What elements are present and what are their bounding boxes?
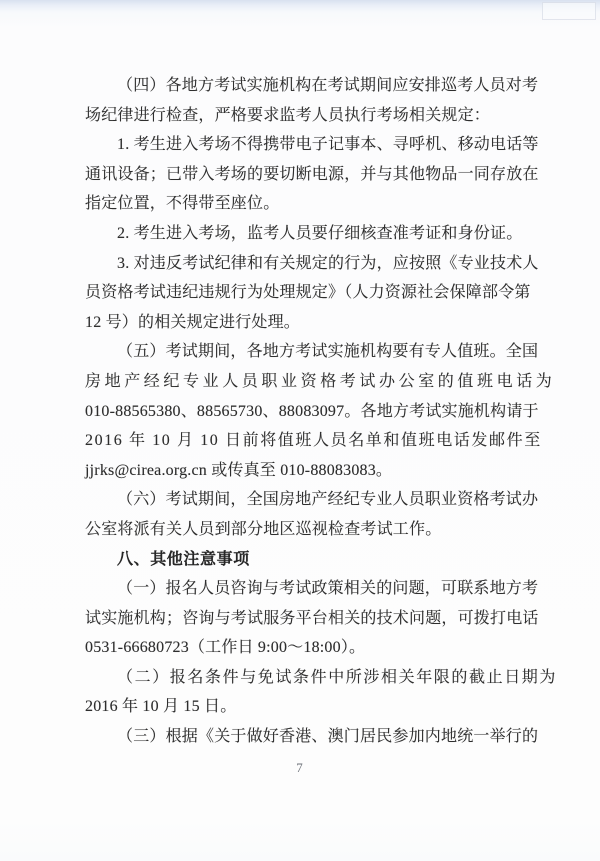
text-line: 0531-66680723（工作日 9:00～18:00）。 [85,639,366,657]
text-line: 场纪律进行检查，严格要求监考人员执行考场相关规定： [85,106,491,124]
text-line: 2016 年 10 月 10 日前将值班人员名单和值班电话发邮件至 [85,432,542,450]
text-line: jjrks@cirea.org.cn 或传真至 010-88083083。 [85,461,393,479]
text-line: 公室将派有关人员到部分地区巡视检查考试工作。 [85,520,442,538]
text-line: 员资格考试违纪违规行为处理规定》（人力资源社会保障部令第 [85,284,531,302]
text-line: 12 号）的相关规定进行处理。 [85,313,301,331]
page-number: 7 [296,760,304,775]
text-line: 通讯设备；已带入考场的要切断电源，并与其他物品一同存放在 [85,165,539,183]
text-line: 试实施机构；咨询与考试服务平台相关的技术问题，可拨打电话 [85,609,539,627]
scan-artifact-corner [542,2,596,20]
text-line: 2016 年 10 月 15 日。 [85,698,237,716]
text-line: 房地产经纪专业人员职业资格考试办公室的值班电话为 [85,372,556,390]
text-line: 1. 考生进入考场不得携带电子记事本、寻呼机、移动电话等 [117,136,539,154]
text-line: 3. 对违反考试纪律和有关规定的行为，应按照《专业技术人 [117,254,539,272]
text-line: （三）根据《关于做好香港、澳门居民参加内地统一举行的 [117,728,539,746]
section-heading: 八、其他注意事项 [117,550,250,568]
text-line: 2. 考生进入考场，监考人员要仔细核查准考证和身份证。 [117,224,523,242]
text-line: 010-88565380、88565730、88083097。各地方考试实施机构请于 [85,402,539,420]
text-line: （一）报名人员咨询与考试政策相关的问题，可联系地方考 [117,580,539,598]
text-line: （二）报名条件与免试条件中所涉相关年限的截止日期为 [117,668,558,686]
text-line: （四）各地方考试实施机构在考试期间应安排巡考人员对考 [117,77,539,94]
document-body-text [85,71,558,752]
text-line: （五）考试期间，各地方考试实施机构要有专人值班。全国 [117,343,539,361]
text-line: （六）考试期间，全国房地产经纪专业人员职业资格考试办 [117,491,539,509]
text-line: 指定位置，不得带至座位。 [85,195,280,213]
